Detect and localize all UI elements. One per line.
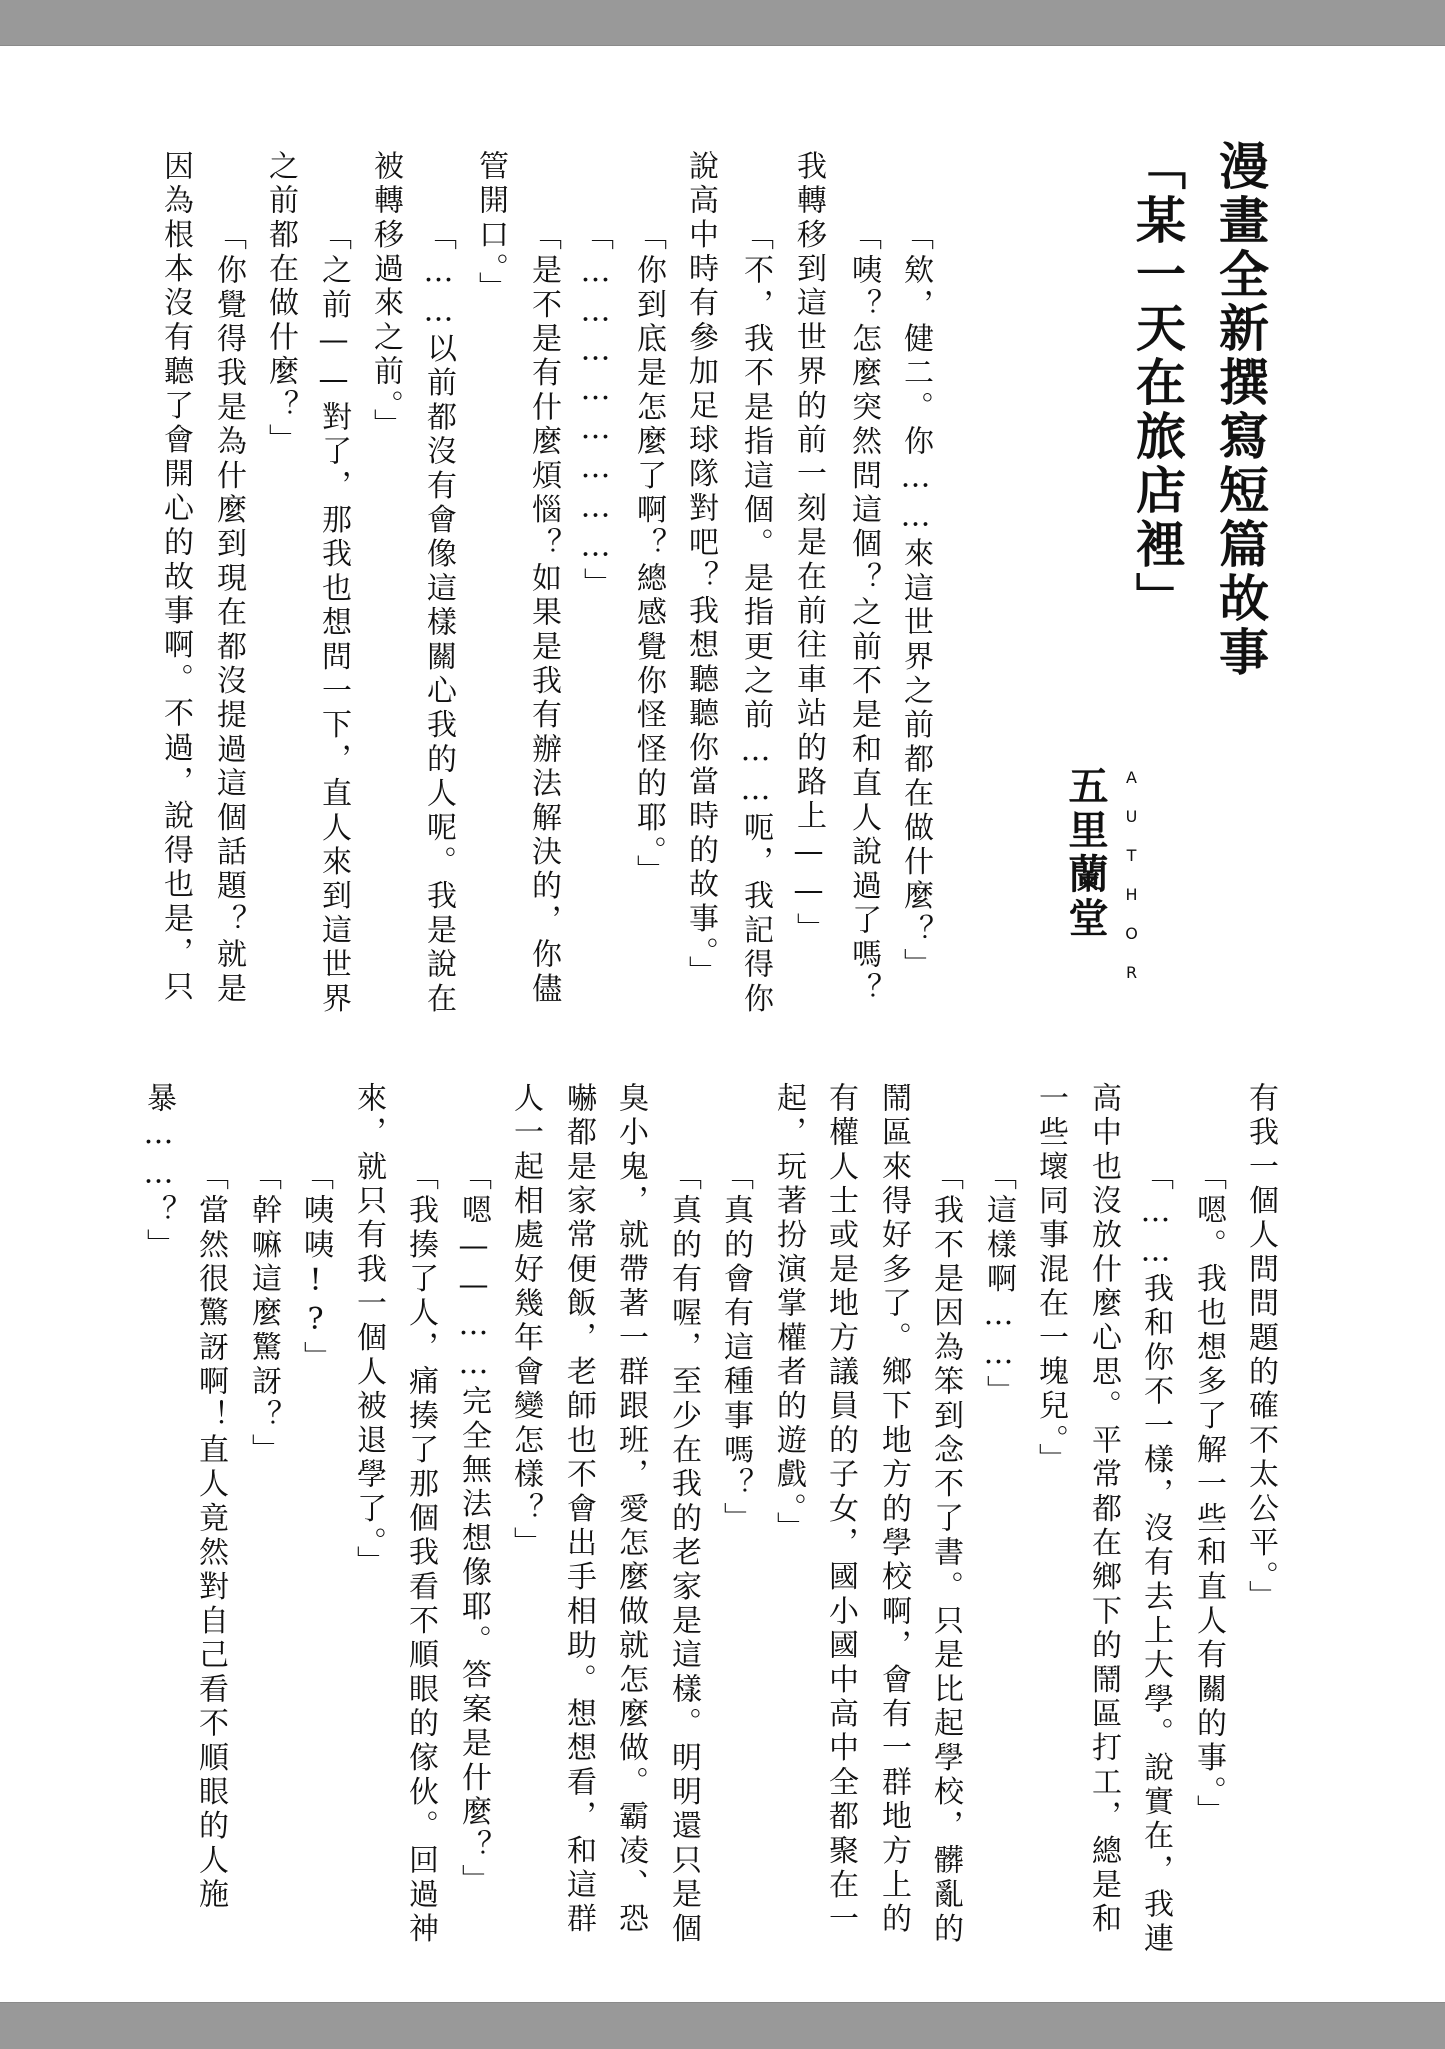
- text-column: 「幹嘛這麼驚訝？」: [246, 1160, 281, 1468]
- text-column: 「當然很驚訝啊！直人竟然對自己看不順眼的人施: [193, 1160, 228, 1913]
- text-column: 「你覺得我是為什麼到現在都沒提過這個話題？就是: [211, 220, 246, 1007]
- text-column: 管開口。」: [473, 150, 508, 306]
- text-column: 「你到底是怎麼了啊？總感覺你怪怪的耶。」: [631, 220, 666, 889]
- text-column: 「……我和你不一樣，沒有去上大學。說實在，我連: [1138, 1160, 1173, 1957]
- text-column: 被轉移過來之前。」: [368, 150, 403, 443]
- text-column: 一些壞同事混在一塊兒。」: [1033, 1082, 1068, 1478]
- text-column: 我轉移到這世界的前一刻是在前往車站的路上——」: [791, 150, 826, 947]
- text-column: 因為根本沒有聽了會開心的故事啊。不過，說得也是，只: [158, 150, 193, 1005]
- text-column: 「咦咦!?」: [298, 1160, 333, 1376]
- text-column: 「咦？怎麼突然問這個？之前不是和直人說過了嗎？: [846, 220, 881, 1007]
- text-column: 「不，我不是指這個。是指更之前……呃，我記得你: [738, 220, 773, 1017]
- text-column: 「嗯——……完全無法想像耶。答案是什麼？」: [456, 1160, 491, 1899]
- text-column: 「嗯。我也想多了解一些和直人有關的事。」: [1191, 1160, 1226, 1829]
- text-column: 鬧區來得好多了。鄉下地方的學校啊，會有一群地方上的: [876, 1082, 911, 1937]
- text-column: 「真的有喔，至少在我的老家是這樣。明明還只是個: [666, 1160, 701, 1947]
- text-column: 暴……？」: [141, 1082, 176, 1263]
- text-column: 起，玩著扮演掌權者的遊戲。」: [771, 1082, 806, 1546]
- text-column: 「真的會有這種事嗎？」: [718, 1160, 753, 1537]
- text-column: 有權人士或是地方議員的子女，國小國中高中全都聚在一: [823, 1082, 858, 1937]
- text-column: 「之前——對了，那我也想問一下，直人來到這世界: [316, 220, 351, 1017]
- text-column: 說高中時有參加足球隊對吧？我想聽聽你當時的故事。」: [683, 150, 718, 990]
- text-column: 高中也沒放什麼心思。平常都在鄉下的鬧區打工，總是和: [1086, 1082, 1121, 1937]
- text-column: 臭小鬼，就帶著一群跟班，愛怎麼做就怎麼做。霸凌、恐: [613, 1082, 648, 1937]
- top-margin-band: [0, 0, 1445, 46]
- text-column: 有我一個人問問題的確不太公平。」: [1243, 1082, 1278, 1615]
- text-column: 「是不是有什麼煩惱？如果是我有辦法解決的，你儘: [526, 220, 561, 1007]
- title-heading: 漫畫全新撰寫短篇故事: [1211, 140, 1269, 680]
- text-column: 「……………………」: [578, 220, 613, 602]
- text-column: 之前都在做什麼？」: [263, 150, 298, 458]
- story-title: 「某一天在旅店裡」: [1128, 140, 1186, 626]
- text-column: 「這樣啊……」: [981, 1160, 1016, 1410]
- author-label: AUTHOR: [1122, 768, 1141, 1002]
- bottom-margin-band: [0, 2002, 1445, 2049]
- text-column: 嚇都是家常便飯，老師也不會出手相助。想想看，和這群: [561, 1082, 596, 1937]
- text-column: 來，就只有我一個人被退學了。」: [351, 1082, 386, 1580]
- text-column: 「……以前都沒有會像這樣關心我的人呢。我是說在: [421, 220, 456, 1017]
- text-column: 「我揍了人，痛揍了那個我看不順眼的傢伙。回過神: [403, 1160, 438, 1947]
- text-column: 「欸，健二。你……來這世界之前都在做什麼？」: [898, 220, 933, 983]
- text-column: 「我不是因為笨到念不了書。只是比起學校，髒亂的: [928, 1160, 963, 1947]
- author-name: 五里蘭堂: [1062, 765, 1108, 941]
- text-column: 人一起相處好幾年會變怎樣？」: [508, 1082, 543, 1561]
